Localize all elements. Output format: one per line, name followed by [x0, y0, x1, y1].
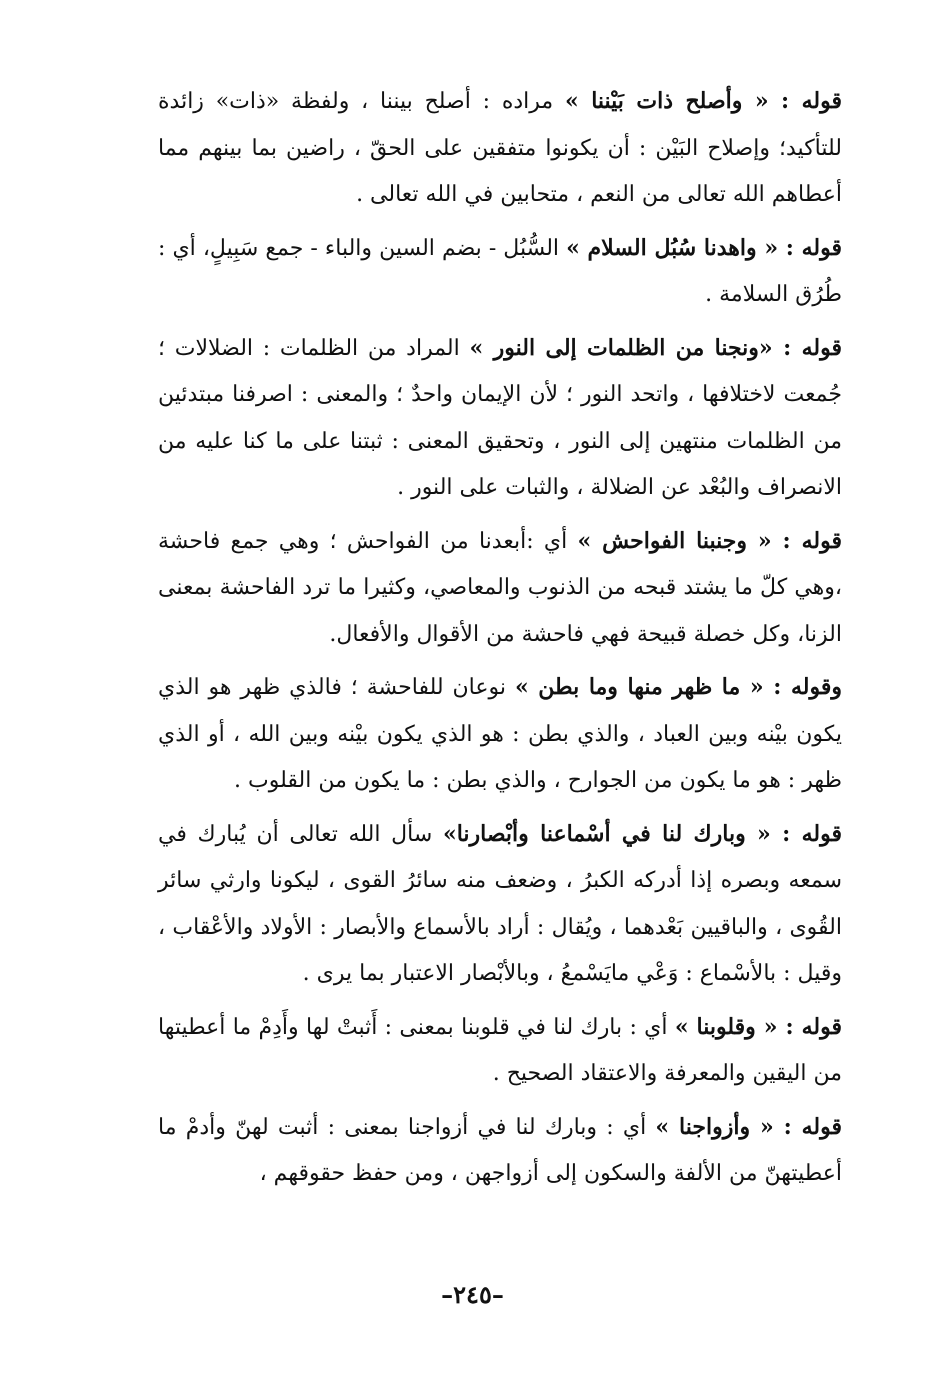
paragraph-heading: قوله : « وجنبنا الفواحش »: [577, 527, 842, 554]
paragraph-heading: وقوله : « ما ظهر منها وما بطن »: [514, 674, 842, 700]
paragraph-heading: قوله : «ونجنا من الظلمات إلى النور »: [469, 334, 842, 361]
paragraph-text: المراد من الظلمات : الضلالات ؛ جُمعت لاختلافها ، واتحد النور ؛ لأن الإيمان واحدٌ ؛ والمعنى : اصرفنا مبتدئين من الظلمات منتهين إلى النور ، وتحقيق المعنى : ثبتنا على ما كنا عليه من الانصراف والبُعْد عن الضلالة ، والثبات على النور .: [158, 335, 842, 500]
paragraph-heading: قوله : « وأزواجنا »: [655, 1113, 842, 1140]
paragraph-text: نوعان للفاحشة ؛ فالذي ظهر هو الذي يكون بيْنه وبين العباد ، والذي بطن : هو الذي يكون بيْنه وبين الله ، أو الذي ظهر : هو ما يكون من الجوارح ، والذي بطن : ما يكون من القلوب .: [158, 675, 842, 793]
paragraph-text: سأل الله تعالى أن يُبارك في سمعه وبصره إذا أدركه الكبرُ ، وضعف منه سائرُ القوى ، ليكونا وارثي سائر القُوى ، والباقيين بَعْدهما ، ويُقال : أراد بالأسماع والأبصار : الأولاد والأعْقاب ، وقيل : بالأسْماع : وَعْي مايَسْمعُ ، وبالأبْصار الاعتبار بما يرى .: [158, 821, 842, 986]
paragraph: [158, 325, 842, 512]
paragraph: [158, 1104, 842, 1198]
paragraph-heading: قوله : « وبارك لنا في أسْماعنا وأبْصارنا»: [442, 820, 843, 847]
paragraph: [158, 811, 842, 998]
paragraph: [158, 664, 842, 805]
paragraph-text: مراده : أصلح بيننا ، ولفظة «ذات» زائدة للتأكيد؛ وإصلاح البَيْن : أن يكونوا متفقين على الحقّ ، راضين بما بينهم مما أعطاهم الله تعالى من النعم ، متحابين في الله تعالى .: [158, 89, 842, 207]
paragraph: [158, 1004, 842, 1098]
paragraph: [158, 518, 842, 659]
page-number: –٢٤٥–: [441, 1280, 504, 1309]
paragraph-text: أي :أبعدنا من الفواحش ؛ وهي جمع فاحشة ،وهي كلّ ما يشتد قبحه من الذنوب والمعاصي، وكثيرا ما ترد الفاحشة بمعنى الزنا، وكل خصلة قبيحة فهي فاحشة من الأقوال والأفعال.: [158, 528, 842, 647]
paragraph: [158, 78, 842, 219]
paragraph-heading: قوله : « واهدنا سُبُل السلام »: [566, 234, 842, 261]
text-body: [158, 78, 842, 1204]
paragraph-heading: قوله : « وقلوبنا »: [674, 1013, 842, 1040]
paragraph-text: أي : بارك لنا في قلوبنا بمعنى : أَثبتْ لها وأَدِمْ ما أعطيتها من اليقين والمعرفة والاعتقاد الصحيح .: [158, 1014, 842, 1086]
paragraph-heading: قوله : « وأصلح ذات بَيْننا »: [564, 88, 842, 114]
paragraph-text: أي : وبارك لنا في أزواجنا بمعنى : أثبت لهنّ وأدمْ ما أعطيتهنّ من الألفة والسكون إلى أزواجهن ، ومن حفظ حقوقهم ،: [158, 1114, 842, 1186]
paragraph: [158, 225, 842, 319]
paragraph-text: السُّبُل - بضم السين والباء - جمع سَبِيلٍ، أي : طُرُق السلامة .: [158, 235, 842, 307]
